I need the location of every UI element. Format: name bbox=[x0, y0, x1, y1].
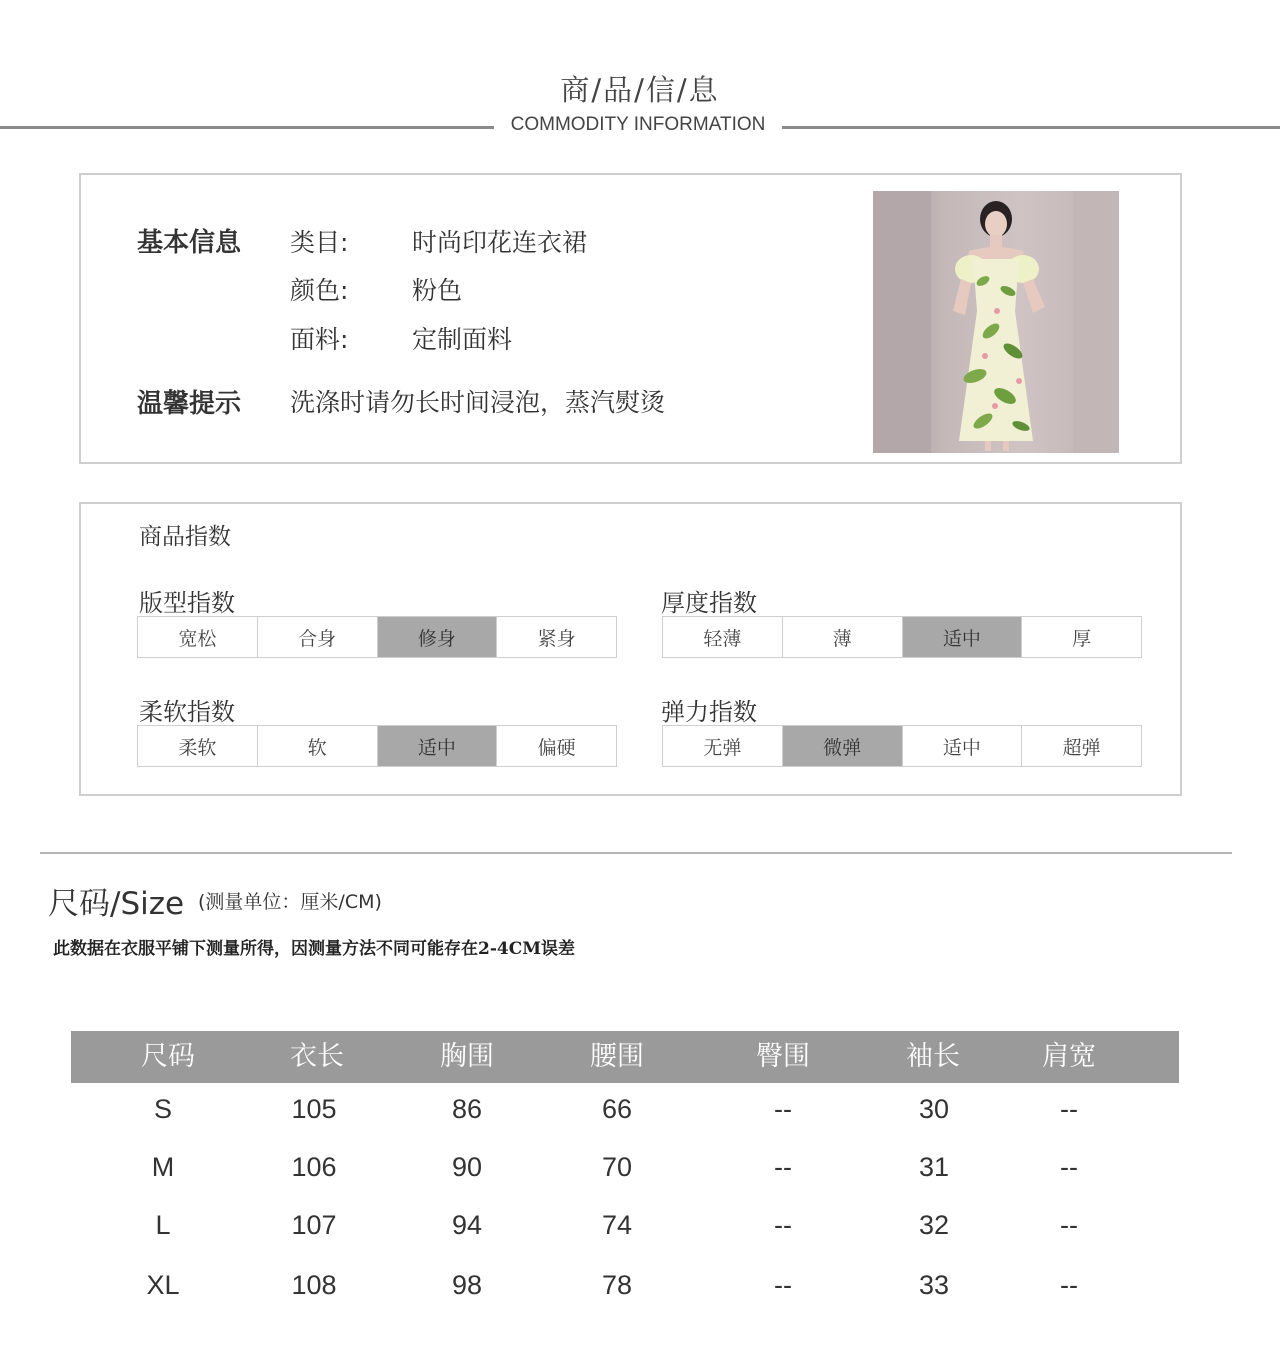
color-label: 颜色: bbox=[290, 276, 349, 305]
elasticity-index-title: 弹力指数 bbox=[661, 698, 757, 726]
softness-option: 软 bbox=[258, 726, 378, 766]
softness-index-title: 柔软指数 bbox=[139, 698, 235, 726]
table-cell: L bbox=[155, 1210, 171, 1240]
table-cell: 90 bbox=[451, 1152, 483, 1182]
care-tip-heading: 温馨提示 bbox=[137, 389, 242, 419]
column-header: 衣长 bbox=[290, 1041, 344, 1072]
thickness-index-scale bbox=[662, 616, 1142, 658]
table-cell: XL bbox=[146, 1270, 180, 1300]
table-cell: M bbox=[151, 1152, 175, 1182]
fit-option: 合身 bbox=[258, 617, 378, 657]
product-photo bbox=[873, 191, 1119, 453]
size-divider bbox=[40, 852, 1232, 854]
size-unit: (测量单位：厘米/CM) bbox=[198, 891, 382, 913]
column-header: 袖长 bbox=[906, 1041, 960, 1072]
size-note: 此数据在衣服平铺下测量所得，因测量方法不同可能存在2-4CM误差 bbox=[53, 939, 576, 959]
elasticity-index-scale bbox=[662, 725, 1142, 767]
thickness-index-title: 厚度指数 bbox=[661, 589, 757, 617]
elasticity-option: 超弹 bbox=[1062, 736, 1101, 759]
color-value: 粉色 bbox=[412, 276, 463, 305]
table-cell: 33 bbox=[918, 1270, 950, 1300]
table-cell: -- bbox=[1060, 1210, 1078, 1240]
table-cell: -- bbox=[1060, 1152, 1078, 1182]
section-title: 商/品/信/息 bbox=[560, 73, 720, 107]
table-cell: -- bbox=[1060, 1270, 1078, 1300]
table-cell: 86 bbox=[451, 1094, 483, 1124]
table-cell: 108 bbox=[291, 1270, 337, 1300]
softness-option: 柔软 bbox=[138, 726, 258, 766]
table-cell: -- bbox=[1060, 1094, 1078, 1124]
table-cell: 30 bbox=[918, 1094, 950, 1124]
table-cell: 31 bbox=[918, 1152, 950, 1182]
basic-info-panel bbox=[79, 173, 1182, 464]
section-subtitle: COMMODITY INFORMATION bbox=[510, 114, 766, 135]
thickness-option: 厚 bbox=[1072, 627, 1092, 650]
size-title: 尺码/Size bbox=[48, 886, 185, 922]
softness-option: 适中 bbox=[378, 726, 498, 766]
column-header: 胸围 bbox=[440, 1041, 494, 1072]
fit-option: 宽松 bbox=[138, 617, 258, 657]
table-cell: 78 bbox=[601, 1270, 633, 1300]
table-cell: -- bbox=[774, 1094, 792, 1124]
elasticity-option: 适中 bbox=[903, 726, 1023, 766]
category-label: 类目: bbox=[290, 228, 349, 257]
fit-option: 修身 bbox=[378, 617, 498, 657]
table-cell: 66 bbox=[601, 1094, 633, 1124]
column-header: 腰围 bbox=[590, 1041, 644, 1072]
column-header: 肩宽 bbox=[1042, 1041, 1096, 1072]
table-cell: 107 bbox=[291, 1210, 337, 1240]
table-cell: 94 bbox=[451, 1210, 483, 1240]
header-divider-left bbox=[0, 126, 494, 129]
fabric-value: 定制面料 bbox=[412, 325, 513, 354]
column-header: 尺码 bbox=[141, 1041, 195, 1072]
table-cell: 98 bbox=[451, 1270, 483, 1300]
table-cell: 105 bbox=[291, 1094, 337, 1124]
table-cell: 32 bbox=[918, 1210, 950, 1240]
table-cell: -- bbox=[774, 1270, 792, 1300]
fabric-label: 面料: bbox=[290, 325, 349, 354]
table-cell: 74 bbox=[601, 1210, 633, 1240]
product-index-title: 商品指数 bbox=[139, 524, 231, 550]
softness-option: 偏硬 bbox=[537, 736, 576, 759]
basic-info-heading: 基本信息 bbox=[137, 228, 242, 258]
column-header: 臀围 bbox=[756, 1041, 810, 1072]
table-cell: 106 bbox=[291, 1152, 337, 1182]
table-cell: 70 bbox=[601, 1152, 633, 1182]
elasticity-option: 微弹 bbox=[783, 726, 903, 766]
table-cell: -- bbox=[774, 1210, 792, 1240]
thickness-option: 适中 bbox=[903, 617, 1023, 657]
size-table-header bbox=[71, 1031, 1179, 1083]
care-tip-text: 洗涤时请勿长时间浸泡，蒸汽熨烫 bbox=[290, 388, 666, 417]
thickness-option: 轻薄 bbox=[663, 617, 783, 657]
fit-index-title: 版型指数 bbox=[139, 589, 235, 617]
table-cell: S bbox=[153, 1094, 172, 1124]
header-divider-right bbox=[782, 126, 1280, 129]
dress-model-illustration bbox=[873, 191, 1119, 453]
product-index-panel bbox=[79, 502, 1182, 796]
elasticity-option: 无弹 bbox=[663, 726, 783, 766]
fit-index-scale bbox=[137, 616, 617, 658]
table-cell: -- bbox=[774, 1152, 792, 1182]
softness-index-scale bbox=[137, 725, 617, 767]
fit-option: 紧身 bbox=[537, 627, 576, 650]
category-value: 时尚印花连衣裙 bbox=[412, 228, 588, 257]
thickness-option: 薄 bbox=[783, 617, 903, 657]
